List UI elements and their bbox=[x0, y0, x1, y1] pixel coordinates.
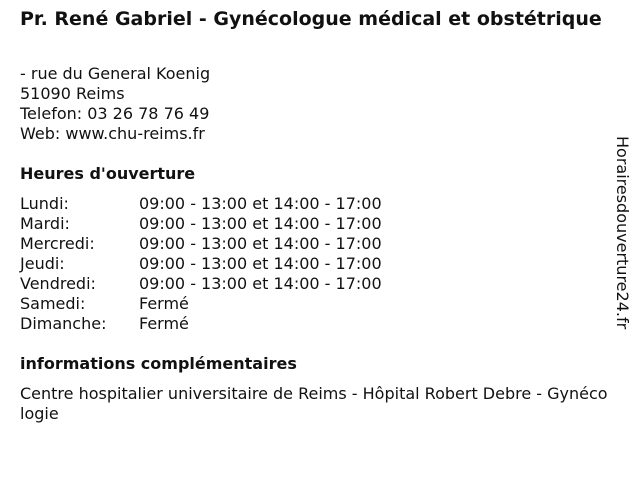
hours-row-saturday bbox=[20, 294, 382, 314]
day-label: Mardi: bbox=[20, 214, 70, 233]
day-hours: 09:00 - 13:00 et 14:00 - 17:00 bbox=[139, 254, 382, 273]
day-label: Mercredi: bbox=[20, 234, 95, 253]
hours-row-wednesday bbox=[20, 234, 382, 254]
hours-row-tuesday bbox=[20, 214, 382, 234]
additional-info-text: Centre hospitalier universitaire de Reims - Hôpital Robert Debre - Gynécologie bbox=[20, 384, 608, 423]
website: Web: www.chu-reims.fr bbox=[20, 124, 205, 143]
day-hours: 09:00 - 13:00 et 14:00 - 17:00 bbox=[139, 274, 382, 293]
phone-number: Telefon: 03 26 78 76 49 bbox=[20, 104, 210, 123]
hours-row-friday bbox=[20, 274, 382, 294]
page-title: Pr. René Gabriel - Gynécologue médical et obstétrique bbox=[20, 8, 602, 30]
day-hours: Fermé bbox=[139, 294, 189, 313]
hours-row-sunday bbox=[20, 314, 382, 334]
day-hours: 09:00 - 13:00 et 14:00 - 17:00 bbox=[139, 234, 382, 253]
hours-row-thursday bbox=[20, 254, 382, 274]
day-hours: Fermé bbox=[139, 314, 189, 333]
day-label: Jeudi: bbox=[20, 254, 65, 273]
day-label: Vendredi: bbox=[20, 274, 96, 293]
site-watermark: Horairesdouverture24.fr bbox=[613, 136, 632, 330]
address-block bbox=[20, 64, 210, 144]
city-address: 51090 Reims bbox=[20, 84, 125, 103]
day-hours: 09:00 - 13:00 et 14:00 - 17:00 bbox=[139, 194, 382, 213]
opening-hours-list bbox=[20, 194, 382, 334]
hours-row-monday bbox=[20, 194, 382, 214]
additional-info-heading: informations complémentaires bbox=[20, 354, 297, 373]
street-address: - rue du General Koenig bbox=[20, 64, 211, 83]
day-hours: 09:00 - 13:00 et 14:00 - 17:00 bbox=[139, 214, 382, 233]
day-label: Samedi: bbox=[20, 294, 86, 313]
opening-hours-heading: Heures d'ouverture bbox=[20, 164, 196, 183]
day-label: Dimanche: bbox=[20, 314, 107, 333]
day-label: Lundi: bbox=[20, 194, 69, 213]
